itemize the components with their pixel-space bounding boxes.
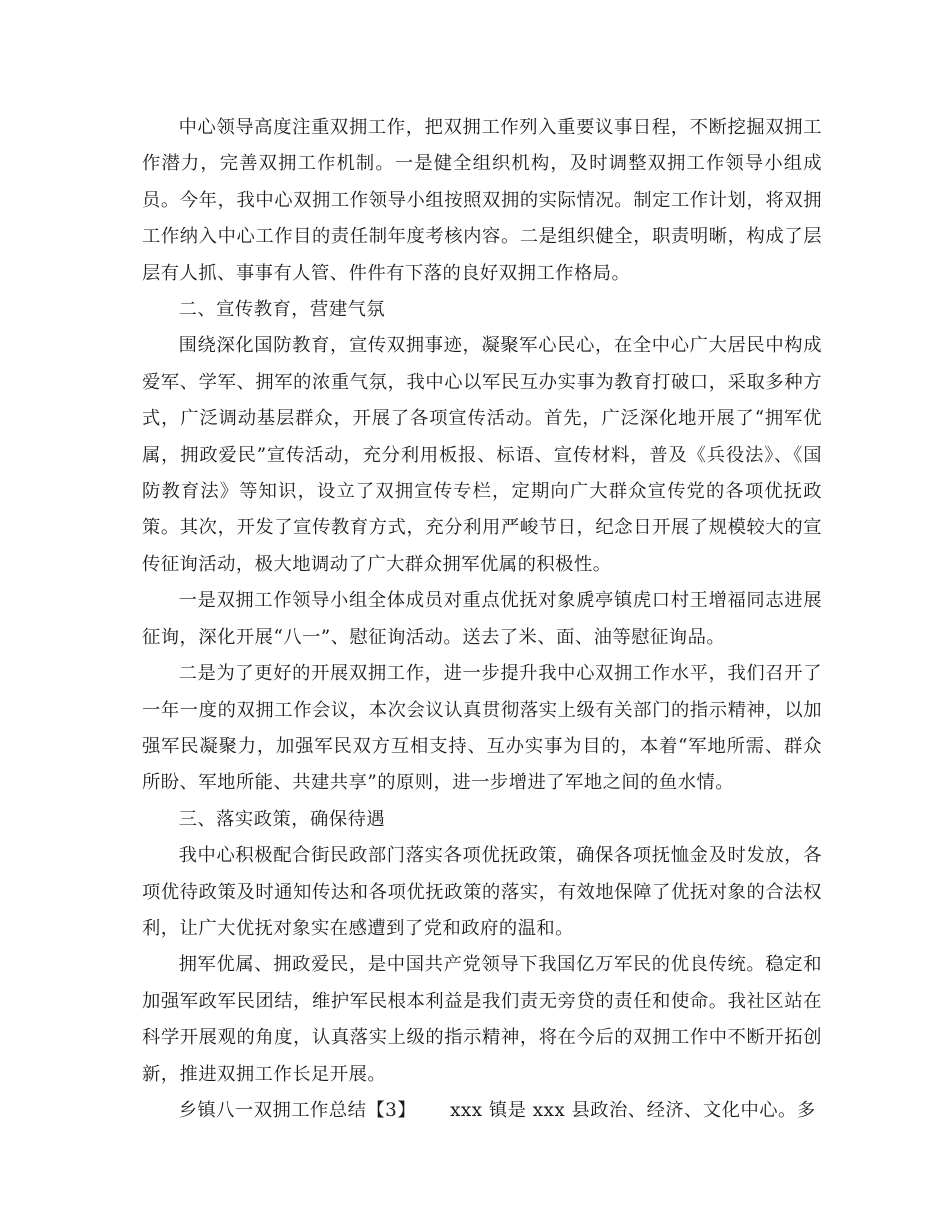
section-heading: 二、宣传教育，营建气氛 (178, 299, 386, 321)
next-article-text: xxx 镇是 xxx 县政治、经济、文化中心。多 (450, 1099, 816, 1121)
paragraph: 围绕深化国防教育，宣传双拥事迹，凝聚军心民心，在全中心广大居民中构成爱军、学军、拥军的浓重气氛，我中心以军民互办实事为教育打破口，采取多种方式，广泛调动基层群众，开展了各项宣传活动。首先，广泛深化地开展了“拥军优属，拥政爱民”宣传活动，充分利用板报、标语、宣传材料，普及《兵役法》、《国防教育法》等知识，设立了双拥宣传专栏，定期向广大群众宣传党的各项优抚政策。其次，开发了宣传教育方式，充分利用严峻节日，纪念日开展了规模较大的宣传征询活动，极大地调动了广大群众拥军优属的积极性。 (142, 335, 822, 575)
paragraph: 二是为了更好的开展双拥工作，进一步提升我中心双拥工作水平，我们召开了一年一度的双拥工作会议，本次会议认真贯彻落实上级有关部门的指示精神，以加强军民凝聚力，加强军民双方互相支持、互办实事为目的，本着“军地所需、群众所盼、军地所能、共建共享”的原则，进一步增进了军地之间的鱼水情。 (142, 663, 822, 794)
paragraph: 一是双拥工作领导小组全体成员对重点优抚对象虒亭镇虎口村王增福同志进展征询，深化开展“八一”、慰征询活动。送去了米、面、油等慰征询品。 (142, 590, 822, 648)
section-heading: 三、落实政策，确保待遇 (178, 808, 386, 830)
paragraph: 中心领导高度注重双拥工作，把双拥工作列入重要议事日程，不断挖掘双拥工作潜力，完善双拥工作机制。一是健全组织机构，及时调整双拥工作领导小组成员。今年，我中心双拥工作领导小组按照双拥的实际情况。制定工作计划，将双拥工作纳入中心工作目的责任制年度考核内容。二是组织健全，职责明晰，构成了层层有人抓、事事有人管、件件有下落的良好双拥工作格局。 (142, 117, 822, 284)
next-article-line (142, 1093, 822, 1129)
document-body (142, 110, 822, 1129)
paragraph: 拥军优属、拥政爱民，是中国共产党领导下我国亿万军民的优良传统。稳定和加强军政军民团结，维护军民根本利益是我们责无旁贷的责任和使命。我社区站在科学开展观的角度，认真落实上级的指示精神，将在今后的双拥工作中不断开拓创新，推进双拥工作长足开展。 (142, 954, 822, 1085)
next-article-heading: 乡镇八一双拥工作总结【3】 (178, 1099, 417, 1121)
paragraph: 我中心积极配合街民政部门落实各项优抚政策，确保各项抚恤金及时发放，各项优待政策及时通知传达和各项优抚政策的落实，有效地保障了优抚对象的合法权利，让广大优抚对象实在感遭到了党和政府的温和。 (142, 845, 822, 939)
